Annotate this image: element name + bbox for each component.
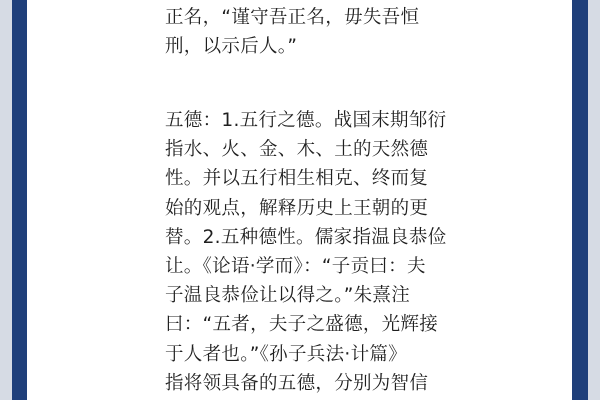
text-line: 刑，以示后人。” <box>165 36 298 58</box>
paragraph-wude <box>165 106 465 398</box>
text-line: 五德：1.五行之德。战国末期邹衍 <box>165 110 447 131</box>
text-line: 正名，“谨守吾正名，毋失吾恒 <box>165 7 420 28</box>
text-line: 指水、火、金、木、土的天然德 <box>165 139 429 161</box>
left-border-bar <box>12 0 27 400</box>
text-line: 曰：“五者，夫子之盛德，光辉接 <box>165 314 439 336</box>
text-line: 始的观点，解释历史上王朝的更 <box>165 197 429 219</box>
paragraph-zhengming <box>165 3 465 61</box>
text-line: 替。2.五种德性。儒家指温良恭俭 <box>165 226 447 248</box>
right-border-bar <box>572 0 588 400</box>
document-page[interactable] <box>27 0 572 400</box>
text-line: 让。《论语·学而》：“子贡曰：夫 <box>165 255 426 277</box>
text-line: 子温良恭俭让以得之。”朱熹注 <box>165 285 411 307</box>
text-line: 性。并以五行相生相克、终而复 <box>165 168 429 190</box>
text-line: 指将领具备的五德，分别为智信 <box>165 372 429 394</box>
text-line: 于人者也。”《孙子兵法·计篇》 <box>165 343 407 365</box>
